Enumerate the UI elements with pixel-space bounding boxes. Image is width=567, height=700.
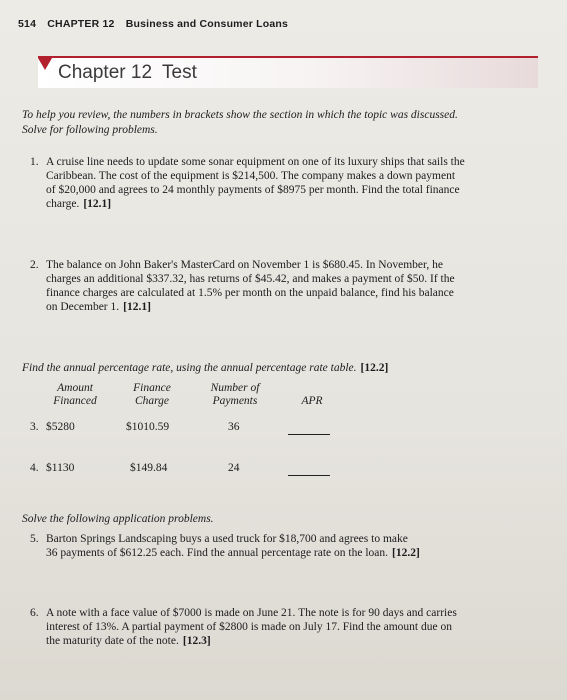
red-rule xyxy=(38,56,538,58)
header-apr: APR xyxy=(301,395,323,407)
row-3-finance-charge: $1010.59 xyxy=(126,421,170,433)
section-ref: [12.1] xyxy=(83,198,112,210)
chapter-label: CHAPTER 12 xyxy=(47,18,115,30)
application-heading: Solve the following application problems. xyxy=(22,513,214,525)
apr-section-heading: Find the annual percentage rate, using the annual percentage rate table. [12.2] xyxy=(22,362,389,374)
row-4-amount: $1130 xyxy=(46,462,75,474)
section-ref: [12.3] xyxy=(182,635,211,647)
row-4-number: 4. xyxy=(30,462,39,474)
row-4-apr-blank xyxy=(288,475,330,476)
section-ref: [12.2] xyxy=(360,362,389,374)
header-number-of-payments: Number of Payments xyxy=(210,382,260,407)
test-title-band xyxy=(38,56,538,88)
section-ref: [12.1] xyxy=(123,301,151,313)
row-3-number: 3. xyxy=(30,421,39,433)
section-ref: [12.2] xyxy=(392,547,420,559)
row-3-apr-blank xyxy=(288,434,330,435)
intro-text: To help you review, the numbers in brackets show the section in which the topic was discussed. Solve for following problems. xyxy=(22,109,458,136)
row-4-finance-charge: $149.84 xyxy=(130,462,168,474)
header-finance-charge: Finance Charge xyxy=(133,382,171,407)
page-number: 514 xyxy=(18,18,37,30)
row-3-payments: 36 xyxy=(228,421,240,433)
row-3-amount: $5280 xyxy=(46,421,75,433)
row-4-payments: 24 xyxy=(228,462,240,474)
test-title: Chapter 12 Test xyxy=(58,62,197,83)
chapter-title: Business and Consumer Loans xyxy=(125,18,289,30)
header-amount-financed: Amount Financed xyxy=(53,382,97,407)
textbook-page: 514 CHAPTER 12 Business and Consumer Loans Chapter 12 Test To help you review, the numbers in brackets show the section in which the topic was discussed. Solve for following problems. 1. A cruise line needs to update some sonar equipment on one of its luxury ships that sails the Caribbean. The cost of the equipment is $214,500. The company makes a down payment of $20,000 and agrees to 24 monthly payments of $8975 per month. Find the total finance charge. [12.1] 2. The balance on John Baker's MasterCard on November 1 is $680.45. In November, he charges an additional $337.32, has returns of $45.42, and makes a payment of $50. If the finance charges are calculated at 1.5% per month on the unpaid balance, find his balance on December 1. [12.1] Find the annual percentage rate, using the annual percentage rate table. [12.2] Amount Financed Finance Charge Number of Payments APR 3. $5280 $1010.59 36 4. $1130 $149.84 24 Solve the following application problems. 5. Barton Springs Landscaping buys a used truck for $18,700 and agrees to make 36 payments of $612.25 each. Find the annual percentage rate on the loan. [12.2] 6. A note with a face value of $7000 is made on June 21. The note is for 90 days and carries interest of 13%. A partial payment of $2800 is made on July 17. Find the amount due on the maturity date of the note. [12.3] xyxy=(0,0,567,700)
triangle-marker-icon xyxy=(38,58,52,70)
running-head xyxy=(18,18,288,30)
